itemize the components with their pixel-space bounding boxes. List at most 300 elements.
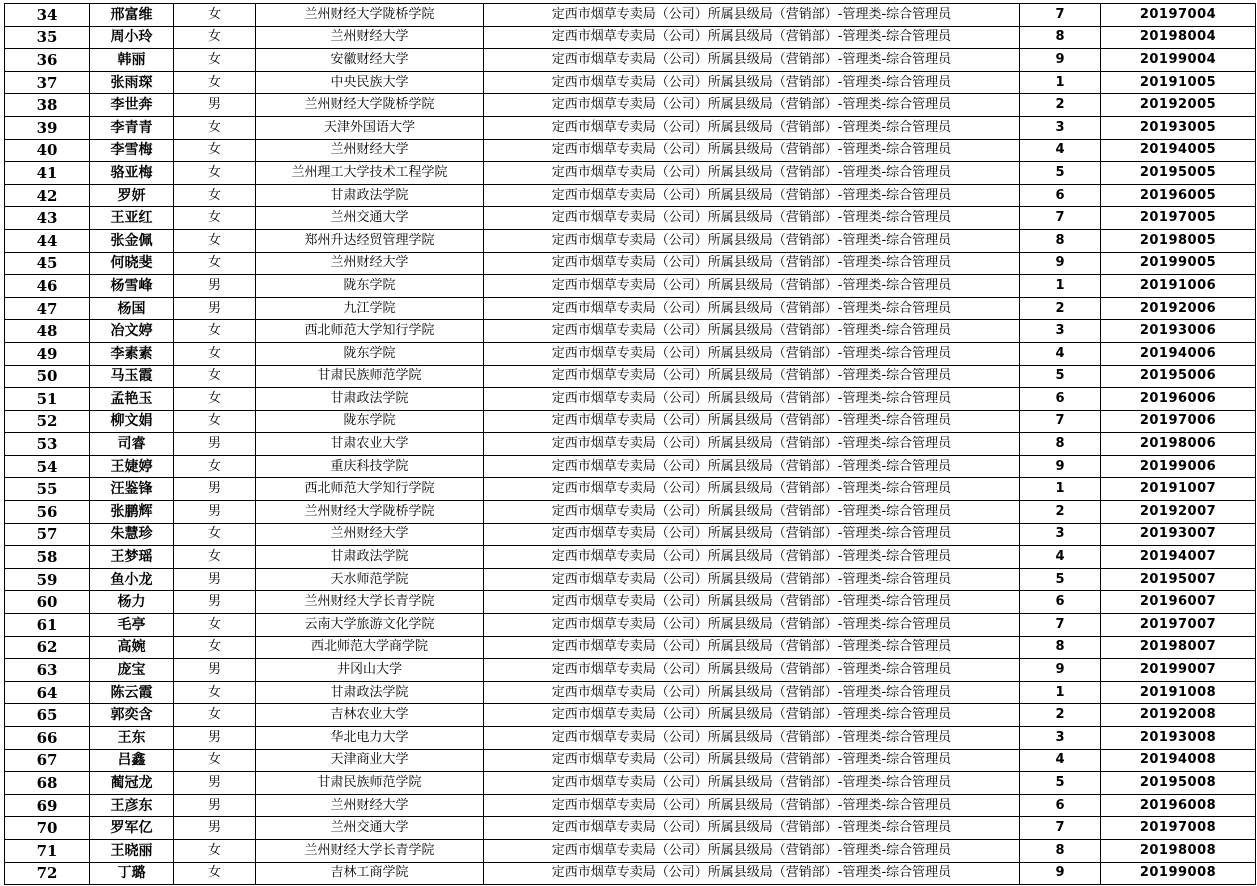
row-number: 49 (5, 342, 90, 365)
candidate-gender: 女 (174, 207, 256, 230)
row-number: 70 (5, 817, 90, 840)
candidate-gender: 男 (174, 433, 256, 456)
candidate-school: 九江学院 (256, 297, 484, 320)
applied-position: 定西市烟草专卖局（公司）所属县级局（营销部）-管理类-综合管理员 (484, 342, 1020, 365)
table-row (5, 116, 1256, 139)
candidate-gender: 女 (174, 410, 256, 433)
candidate-name: 冶文婷 (90, 320, 174, 343)
exam-id: 20193006 (1101, 320, 1256, 343)
table-row (5, 139, 1256, 162)
candidate-name: 毛亭 (90, 614, 174, 637)
candidate-gender: 女 (174, 71, 256, 94)
row-number: 65 (5, 704, 90, 727)
applied-position: 定西市烟草专卖局（公司）所属县级局（营销部）-管理类-综合管理员 (484, 614, 1020, 637)
candidate-gender: 女 (174, 320, 256, 343)
group-number: 2 (1020, 704, 1101, 727)
exam-id: 20192006 (1101, 297, 1256, 320)
exam-id: 20194007 (1101, 546, 1256, 569)
table-row (5, 71, 1256, 94)
row-number: 46 (5, 275, 90, 298)
candidate-school: 甘肃农业大学 (256, 433, 484, 456)
row-number: 68 (5, 772, 90, 795)
exam-id: 20198006 (1101, 433, 1256, 456)
applied-position: 定西市烟草专卖局（公司）所属县级局（营销部）-管理类-综合管理员 (484, 478, 1020, 501)
candidate-school: 天津商业大学 (256, 749, 484, 772)
row-number: 54 (5, 455, 90, 478)
table-row (5, 252, 1256, 275)
candidate-school: 天津外国语大学 (256, 116, 484, 139)
table-row (5, 794, 1256, 817)
table-row (5, 568, 1256, 591)
candidate-school: 华北电力大学 (256, 727, 484, 750)
candidate-school: 井冈山大学 (256, 659, 484, 682)
candidate-name: 杨国 (90, 297, 174, 320)
candidate-gender: 男 (174, 591, 256, 614)
applied-position: 定西市烟草专卖局（公司）所属县级局（营销部）-管理类-综合管理员 (484, 297, 1020, 320)
row-number: 57 (5, 523, 90, 546)
group-number: 1 (1020, 681, 1101, 704)
table-row (5, 410, 1256, 433)
table-row (5, 546, 1256, 569)
candidate-school: 兰州财经大学 (256, 523, 484, 546)
applied-position: 定西市烟草专卖局（公司）所属县级局（营销部）-管理类-综合管理员 (484, 433, 1020, 456)
row-number: 71 (5, 839, 90, 862)
row-number: 35 (5, 26, 90, 49)
candidate-school: 陇东学院 (256, 275, 484, 298)
candidate-gender: 女 (174, 749, 256, 772)
candidate-name: 王东 (90, 727, 174, 750)
candidate-gender: 男 (174, 501, 256, 524)
exam-id: 20191008 (1101, 681, 1256, 704)
exam-id: 20197006 (1101, 410, 1256, 433)
applied-position: 定西市烟草专卖局（公司）所属县级局（营销部）-管理类-综合管理员 (484, 839, 1020, 862)
applied-position: 定西市烟草专卖局（公司）所属县级局（营销部）-管理类-综合管理员 (484, 388, 1020, 411)
group-number: 3 (1020, 523, 1101, 546)
group-number: 3 (1020, 116, 1101, 139)
candidate-gender: 女 (174, 26, 256, 49)
table-row (5, 636, 1256, 659)
candidate-name: 王彦东 (90, 794, 174, 817)
candidate-school: 兰州财经大学长青学院 (256, 839, 484, 862)
candidate-name: 陈云霞 (90, 681, 174, 704)
candidate-school: 兰州财经大学陇桥学院 (256, 501, 484, 524)
table-row (5, 455, 1256, 478)
table-row (5, 591, 1256, 614)
group-number: 7 (1020, 4, 1101, 27)
applied-position: 定西市烟草专卖局（公司）所属县级局（营销部）-管理类-综合管理员 (484, 229, 1020, 252)
candidate-name: 张雨琛 (90, 71, 174, 94)
candidate-gender: 男 (174, 275, 256, 298)
candidate-gender: 男 (174, 727, 256, 750)
table-row (5, 229, 1256, 252)
exam-id: 20196008 (1101, 794, 1256, 817)
candidate-gender: 女 (174, 184, 256, 207)
group-number: 5 (1020, 772, 1101, 795)
row-number: 53 (5, 433, 90, 456)
table-row (5, 659, 1256, 682)
group-number: 7 (1020, 817, 1101, 840)
table-row (5, 342, 1256, 365)
candidate-name: 邢富维 (90, 4, 174, 27)
table-row (5, 501, 1256, 524)
exam-id: 20198005 (1101, 229, 1256, 252)
candidate-gender: 女 (174, 139, 256, 162)
exam-id: 20197007 (1101, 614, 1256, 637)
row-number: 41 (5, 162, 90, 185)
exam-id: 20193007 (1101, 523, 1256, 546)
group-number: 1 (1020, 71, 1101, 94)
row-number: 37 (5, 71, 90, 94)
group-number: 2 (1020, 501, 1101, 524)
table-row (5, 727, 1256, 750)
candidate-name: 孟艳玉 (90, 388, 174, 411)
exam-id: 20198004 (1101, 26, 1256, 49)
group-number: 3 (1020, 727, 1101, 750)
candidate-gender: 女 (174, 546, 256, 569)
group-number: 4 (1020, 749, 1101, 772)
candidate-gender: 女 (174, 455, 256, 478)
exam-id: 20195007 (1101, 568, 1256, 591)
group-number: 4 (1020, 546, 1101, 569)
table-row (5, 862, 1256, 885)
exam-id: 20194008 (1101, 749, 1256, 772)
candidate-name: 何晓斐 (90, 252, 174, 275)
table-row (5, 297, 1256, 320)
table-row (5, 365, 1256, 388)
candidate-school: 安徽财经大学 (256, 49, 484, 72)
candidate-name: 李世奔 (90, 94, 174, 117)
group-number: 9 (1020, 862, 1101, 885)
exam-id: 20195005 (1101, 162, 1256, 185)
applied-position: 定西市烟草专卖局（公司）所属县级局（营销部）-管理类-综合管理员 (484, 749, 1020, 772)
candidate-name: 朱慧珍 (90, 523, 174, 546)
row-number: 40 (5, 139, 90, 162)
table-row (5, 275, 1256, 298)
candidate-name: 王梦瑶 (90, 546, 174, 569)
candidate-school: 兰州财经大学长青学院 (256, 591, 484, 614)
candidate-name: 司睿 (90, 433, 174, 456)
candidate-name: 高婉 (90, 636, 174, 659)
row-number: 72 (5, 862, 90, 885)
group-number: 4 (1020, 139, 1101, 162)
candidate-gender: 女 (174, 49, 256, 72)
candidate-name: 柳文娟 (90, 410, 174, 433)
candidate-school: 甘肃民族师范学院 (256, 772, 484, 795)
candidate-gender: 女 (174, 116, 256, 139)
row-number: 48 (5, 320, 90, 343)
candidate-gender: 女 (174, 839, 256, 862)
applied-position: 定西市烟草专卖局（公司）所属县级局（营销部）-管理类-综合管理员 (484, 636, 1020, 659)
table-row (5, 749, 1256, 772)
applied-position: 定西市烟草专卖局（公司）所属县级局（营销部）-管理类-综合管理员 (484, 591, 1020, 614)
exam-id: 20197008 (1101, 817, 1256, 840)
candidate-gender: 男 (174, 817, 256, 840)
exam-id: 20196005 (1101, 184, 1256, 207)
group-number: 6 (1020, 388, 1101, 411)
group-number: 6 (1020, 794, 1101, 817)
candidate-name: 丁璐 (90, 862, 174, 885)
candidate-name: 郭奕含 (90, 704, 174, 727)
candidate-gender: 男 (174, 568, 256, 591)
exam-id: 20199007 (1101, 659, 1256, 682)
candidate-school: 西北师范大学知行学院 (256, 478, 484, 501)
exam-id: 20194006 (1101, 342, 1256, 365)
exam-id: 20195008 (1101, 772, 1256, 795)
applied-position: 定西市烟草专卖局（公司）所属县级局（营销部）-管理类-综合管理员 (484, 727, 1020, 750)
table-row (5, 207, 1256, 230)
candidate-name: 李素素 (90, 342, 174, 365)
group-number: 5 (1020, 365, 1101, 388)
applied-position: 定西市烟草专卖局（公司）所属县级局（营销部）-管理类-综合管理员 (484, 772, 1020, 795)
group-number: 8 (1020, 636, 1101, 659)
table-row (5, 4, 1256, 27)
table-row (5, 184, 1256, 207)
row-number: 64 (5, 681, 90, 704)
applied-position: 定西市烟草专卖局（公司）所属县级局（营销部）-管理类-综合管理员 (484, 794, 1020, 817)
row-number: 63 (5, 659, 90, 682)
exam-id: 20193005 (1101, 116, 1256, 139)
row-number: 50 (5, 365, 90, 388)
candidate-gender: 女 (174, 681, 256, 704)
applied-position: 定西市烟草专卖局（公司）所属县级局（营销部）-管理类-综合管理员 (484, 501, 1020, 524)
group-number: 5 (1020, 162, 1101, 185)
candidate-school: 陇东学院 (256, 410, 484, 433)
candidate-school: 天水师范学院 (256, 568, 484, 591)
candidate-gender: 女 (174, 342, 256, 365)
applied-position: 定西市烟草专卖局（公司）所属县级局（营销部）-管理类-综合管理员 (484, 365, 1020, 388)
candidate-school: 兰州交通大学 (256, 817, 484, 840)
candidate-name: 王婕婷 (90, 455, 174, 478)
candidate-gender: 女 (174, 636, 256, 659)
exam-id: 20191007 (1101, 478, 1256, 501)
row-number: 55 (5, 478, 90, 501)
candidate-name: 骆亚梅 (90, 162, 174, 185)
table-row (5, 478, 1256, 501)
group-number: 8 (1020, 229, 1101, 252)
candidate-school: 甘肃政法学院 (256, 388, 484, 411)
group-number: 9 (1020, 659, 1101, 682)
table-body (5, 4, 1256, 885)
exam-id: 20197005 (1101, 207, 1256, 230)
applied-position: 定西市烟草专卖局（公司）所属县级局（营销部）-管理类-综合管理员 (484, 659, 1020, 682)
candidate-gender: 女 (174, 614, 256, 637)
applied-position: 定西市烟草专卖局（公司）所属县级局（营销部）-管理类-综合管理员 (484, 26, 1020, 49)
table-row (5, 817, 1256, 840)
candidate-name: 罗军亿 (90, 817, 174, 840)
candidate-school: 兰州交通大学 (256, 207, 484, 230)
group-number: 3 (1020, 320, 1101, 343)
applied-position: 定西市烟草专卖局（公司）所属县级局（营销部）-管理类-综合管理员 (484, 4, 1020, 27)
exam-id: 20194005 (1101, 139, 1256, 162)
row-number: 67 (5, 749, 90, 772)
exam-id: 20199008 (1101, 862, 1256, 885)
row-number: 52 (5, 410, 90, 433)
candidate-school: 云南大学旅游文化学院 (256, 614, 484, 637)
candidate-school: 兰州财经大学 (256, 794, 484, 817)
row-number: 43 (5, 207, 90, 230)
candidate-name: 李青青 (90, 116, 174, 139)
applied-position: 定西市烟草专卖局（公司）所属县级局（营销部）-管理类-综合管理员 (484, 817, 1020, 840)
row-number: 66 (5, 727, 90, 750)
row-number: 34 (5, 4, 90, 27)
group-number: 2 (1020, 94, 1101, 117)
applied-position: 定西市烟草专卖局（公司）所属县级局（营销部）-管理类-综合管理员 (484, 568, 1020, 591)
exam-id: 20196006 (1101, 388, 1256, 411)
row-number: 56 (5, 501, 90, 524)
applied-position: 定西市烟草专卖局（公司）所属县级局（营销部）-管理类-综合管理员 (484, 94, 1020, 117)
row-number: 36 (5, 49, 90, 72)
candidate-name: 张金佩 (90, 229, 174, 252)
candidate-name: 蔺冠龙 (90, 772, 174, 795)
table-row (5, 839, 1256, 862)
applied-position: 定西市烟草专卖局（公司）所属县级局（营销部）-管理类-综合管理员 (484, 455, 1020, 478)
group-number: 8 (1020, 839, 1101, 862)
row-number: 38 (5, 94, 90, 117)
applied-position: 定西市烟草专卖局（公司）所属县级局（营销部）-管理类-综合管理员 (484, 275, 1020, 298)
applied-position: 定西市烟草专卖局（公司）所属县级局（营销部）-管理类-综合管理员 (484, 71, 1020, 94)
group-number: 8 (1020, 26, 1101, 49)
row-number: 69 (5, 794, 90, 817)
table-row (5, 26, 1256, 49)
table-row (5, 614, 1256, 637)
group-number: 8 (1020, 433, 1101, 456)
applied-position: 定西市烟草专卖局（公司）所属县级局（营销部）-管理类-综合管理员 (484, 546, 1020, 569)
group-number: 9 (1020, 252, 1101, 275)
candidate-name: 马玉霞 (90, 365, 174, 388)
candidate-gender: 男 (174, 794, 256, 817)
candidate-gender: 女 (174, 388, 256, 411)
candidate-gender: 男 (174, 659, 256, 682)
candidate-school: 西北师范大学知行学院 (256, 320, 484, 343)
applied-position: 定西市烟草专卖局（公司）所属县级局（营销部）-管理类-综合管理员 (484, 252, 1020, 275)
candidate-name: 张鹏辉 (90, 501, 174, 524)
table-row (5, 433, 1256, 456)
candidate-gender: 女 (174, 523, 256, 546)
row-number: 42 (5, 184, 90, 207)
candidate-gender: 女 (174, 365, 256, 388)
table-row (5, 523, 1256, 546)
candidate-school: 甘肃政法学院 (256, 546, 484, 569)
candidate-gender: 女 (174, 704, 256, 727)
row-number: 51 (5, 388, 90, 411)
group-number: 6 (1020, 591, 1101, 614)
candidate-school: 兰州财经大学 (256, 26, 484, 49)
candidate-school: 甘肃政法学院 (256, 184, 484, 207)
applied-position: 定西市烟草专卖局（公司）所属县级局（营销部）-管理类-综合管理员 (484, 49, 1020, 72)
group-number: 5 (1020, 568, 1101, 591)
exam-id: 20199005 (1101, 252, 1256, 275)
table-row (5, 704, 1256, 727)
table-row (5, 320, 1256, 343)
candidate-name: 鱼小龙 (90, 568, 174, 591)
exam-id: 20195006 (1101, 365, 1256, 388)
exam-id: 20192007 (1101, 501, 1256, 524)
candidate-school: 西北师范大学商学院 (256, 636, 484, 659)
candidate-gender: 女 (174, 229, 256, 252)
exam-id: 20191005 (1101, 71, 1256, 94)
group-number: 1 (1020, 478, 1101, 501)
applied-position: 定西市烟草专卖局（公司）所属县级局（营销部）-管理类-综合管理员 (484, 139, 1020, 162)
candidate-name: 庞宝 (90, 659, 174, 682)
candidate-name: 韩丽 (90, 49, 174, 72)
candidate-name: 周小玲 (90, 26, 174, 49)
candidate-name: 王晓丽 (90, 839, 174, 862)
row-number: 58 (5, 546, 90, 569)
exam-id: 20198007 (1101, 636, 1256, 659)
candidate-gender: 男 (174, 772, 256, 795)
candidate-gender: 女 (174, 4, 256, 27)
candidate-name: 王亚红 (90, 207, 174, 230)
applied-position: 定西市烟草专卖局（公司）所属县级局（营销部）-管理类-综合管理员 (484, 207, 1020, 230)
row-number: 61 (5, 614, 90, 637)
row-number: 47 (5, 297, 90, 320)
candidate-name: 汪鉴锋 (90, 478, 174, 501)
candidate-school: 兰州财经大学陇桥学院 (256, 94, 484, 117)
applied-position: 定西市烟草专卖局（公司）所属县级局（营销部）-管理类-综合管理员 (484, 862, 1020, 885)
applied-position: 定西市烟草专卖局（公司）所属县级局（营销部）-管理类-综合管理员 (484, 523, 1020, 546)
exam-id: 20197004 (1101, 4, 1256, 27)
row-number: 44 (5, 229, 90, 252)
exam-id: 20199006 (1101, 455, 1256, 478)
row-number: 62 (5, 636, 90, 659)
candidate-school: 陇东学院 (256, 342, 484, 365)
candidate-name: 吕鑫 (90, 749, 174, 772)
candidate-school: 兰州财经大学 (256, 252, 484, 275)
exam-id: 20192008 (1101, 704, 1256, 727)
candidate-gender: 女 (174, 162, 256, 185)
exam-id: 20191006 (1101, 275, 1256, 298)
group-number: 7 (1020, 614, 1101, 637)
candidate-school: 甘肃民族师范学院 (256, 365, 484, 388)
candidate-name: 杨雪峰 (90, 275, 174, 298)
candidate-school: 兰州理工大学技术工程学院 (256, 162, 484, 185)
group-number: 7 (1020, 207, 1101, 230)
candidate-school: 兰州财经大学 (256, 139, 484, 162)
group-number: 1 (1020, 275, 1101, 298)
applied-position: 定西市烟草专卖局（公司）所属县级局（营销部）-管理类-综合管理员 (484, 410, 1020, 433)
exam-id: 20193008 (1101, 727, 1256, 750)
row-number: 60 (5, 591, 90, 614)
candidate-school: 郑州升达经贸管理学院 (256, 229, 484, 252)
applied-position: 定西市烟草专卖局（公司）所属县级局（营销部）-管理类-综合管理员 (484, 116, 1020, 139)
candidate-school: 吉林农业大学 (256, 704, 484, 727)
group-number: 9 (1020, 455, 1101, 478)
applied-position: 定西市烟草专卖局（公司）所属县级局（营销部）-管理类-综合管理员 (484, 184, 1020, 207)
applied-position: 定西市烟草专卖局（公司）所属县级局（营销部）-管理类-综合管理员 (484, 162, 1020, 185)
candidate-table (4, 3, 1256, 885)
table-row (5, 94, 1256, 117)
candidate-school: 中央民族大学 (256, 71, 484, 94)
candidate-school: 甘肃政法学院 (256, 681, 484, 704)
exam-id: 20192005 (1101, 94, 1256, 117)
table-row (5, 772, 1256, 795)
candidate-name: 李雪梅 (90, 139, 174, 162)
applied-position: 定西市烟草专卖局（公司）所属县级局（营销部）-管理类-综合管理员 (484, 320, 1020, 343)
row-number: 39 (5, 116, 90, 139)
applied-position: 定西市烟草专卖局（公司）所属县级局（营销部）-管理类-综合管理员 (484, 681, 1020, 704)
group-number: 6 (1020, 184, 1101, 207)
group-number: 9 (1020, 49, 1101, 72)
candidate-gender: 男 (174, 94, 256, 117)
row-number: 59 (5, 568, 90, 591)
candidate-school: 吉林工商学院 (256, 862, 484, 885)
candidate-gender: 男 (174, 478, 256, 501)
group-number: 7 (1020, 410, 1101, 433)
table-row (5, 49, 1256, 72)
candidate-name: 杨力 (90, 591, 174, 614)
group-number: 4 (1020, 342, 1101, 365)
row-number: 45 (5, 252, 90, 275)
